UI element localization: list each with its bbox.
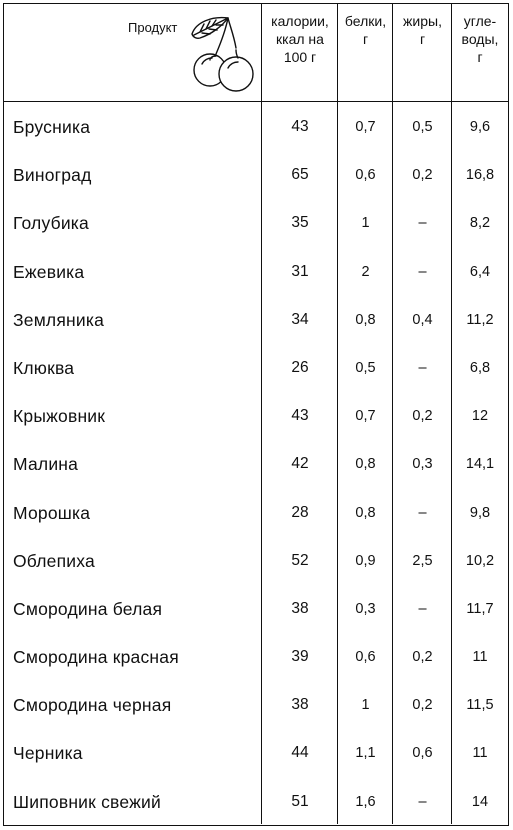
- table-body: [4, 102, 508, 825]
- calories-value: 26: [291, 358, 309, 376]
- protein-value: 0,7: [355, 119, 376, 135]
- protein-value: 2: [361, 263, 370, 280]
- calories-value: 65: [291, 166, 309, 184]
- table-row: [4, 536, 508, 584]
- table-row: [4, 584, 508, 632]
- calories-value: 43: [291, 118, 309, 135]
- calories-value: 38: [291, 696, 309, 714]
- table-row: [4, 728, 508, 776]
- table-row: [4, 343, 508, 391]
- calories-value: 35: [291, 214, 309, 232]
- protein-value: 0,8: [355, 504, 376, 521]
- table-row: [4, 632, 508, 680]
- protein-value: 1,1: [355, 745, 376, 762]
- fat-value: 0,2: [412, 649, 433, 666]
- product-name: Смородина черная: [13, 695, 172, 716]
- table-row: [4, 295, 508, 343]
- protein-value: 0,3: [355, 600, 376, 617]
- product-name: Черника: [13, 743, 83, 764]
- header-carbs-line3: г: [477, 49, 483, 65]
- product-name: Крыжовник: [13, 406, 106, 427]
- nutrition-table: [3, 3, 509, 826]
- calories-value: 42: [291, 455, 309, 473]
- fat-value: –: [418, 504, 427, 521]
- header-fat-line2: г: [419, 31, 426, 47]
- header-fat-line1: жиры,: [403, 13, 442, 29]
- calories-value: 39: [291, 648, 309, 666]
- protein-value: 0,7: [355, 408, 376, 425]
- product-name: Голубика: [13, 213, 89, 234]
- fat-value: 0,5: [412, 119, 433, 135]
- carbs-value: 6,4: [469, 263, 491, 280]
- header-carbs-line2: воды,: [461, 31, 499, 47]
- product-name: Малина: [13, 454, 79, 475]
- fat-value: –: [418, 263, 427, 280]
- product-name: Брусника: [13, 117, 91, 137]
- protein-value: 0,9: [355, 552, 376, 569]
- header-protein-line1: белки,: [344, 13, 387, 29]
- product-name: Морошка: [13, 502, 91, 523]
- fat-value: –: [418, 215, 427, 232]
- carbs-value: 11,2: [466, 311, 494, 328]
- protein-value: 0,8: [355, 456, 376, 473]
- calories-value: 34: [291, 310, 309, 328]
- product-name: Смородина красная: [13, 647, 179, 668]
- table-row: [4, 150, 508, 198]
- protein-value: 0,5: [355, 359, 376, 376]
- product-name: Шиповник свежий: [13, 791, 161, 812]
- header-calories: [262, 4, 338, 102]
- fat-value: 2,5: [412, 552, 433, 569]
- table-row: [4, 777, 508, 825]
- protein-value: 1,6: [355, 793, 376, 810]
- protein-value: 1: [361, 215, 370, 232]
- calories-value: 43: [291, 407, 309, 425]
- protein-value: 0,6: [355, 167, 376, 184]
- carbs-value: 6,8: [469, 359, 491, 376]
- header-fat: [393, 4, 452, 102]
- header-carbs-line1: угле-: [463, 13, 497, 29]
- table-row: [4, 198, 508, 246]
- calories-value: 52: [291, 551, 309, 569]
- fat-value: 0,2: [412, 697, 433, 714]
- calories-value: 51: [291, 792, 309, 810]
- fat-value: 0,2: [412, 408, 433, 425]
- fat-value: –: [418, 793, 427, 810]
- header-protein-line2: г: [362, 31, 369, 47]
- fat-value: 0,2: [412, 167, 433, 184]
- fat-value: 0,3: [412, 456, 433, 473]
- fat-value: 0,4: [412, 311, 433, 328]
- carbs-value: 8,2: [469, 215, 491, 232]
- cherry-icon: [182, 12, 260, 98]
- fat-value: –: [418, 600, 427, 617]
- table-row: [4, 488, 508, 536]
- product-name: Смородина белая: [13, 598, 163, 619]
- carbs-value: 11: [472, 649, 488, 666]
- header-carbs: [452, 4, 508, 102]
- table-row: [4, 391, 508, 439]
- carbs-value: 16,8: [465, 167, 495, 184]
- calories-value: 44: [291, 744, 309, 762]
- carbs-value: 14,1: [465, 456, 495, 473]
- calories-value: 31: [291, 262, 309, 280]
- product-name: Облепиха: [13, 550, 95, 571]
- carbs-value: 10,2: [465, 552, 495, 569]
- header-calories-line3: 100 г: [283, 49, 317, 65]
- protein-value: 0,6: [355, 649, 376, 666]
- header-calories-line2: ккал на: [276, 31, 324, 47]
- carbs-value: 12: [471, 408, 489, 425]
- table-row: [4, 102, 508, 150]
- header-protein: [338, 4, 393, 102]
- protein-value: 1: [361, 697, 370, 714]
- carbs-value: 11,7: [466, 600, 494, 617]
- calories-value: 38: [291, 599, 309, 617]
- protein-value: 0,8: [355, 311, 376, 328]
- product-name: Земляника: [13, 309, 105, 330]
- carbs-value: 11,5: [466, 697, 494, 714]
- carbs-value: 11: [472, 745, 488, 762]
- table-row: [4, 680, 508, 728]
- product-name: Виноград: [13, 165, 92, 186]
- table-row: [4, 247, 508, 295]
- carbs-value: 9,6: [469, 119, 491, 135]
- product-name: Клюква: [13, 357, 75, 378]
- carbs-value: 14: [471, 793, 489, 810]
- table-row: [4, 439, 508, 487]
- header-product: Продукт: [128, 20, 178, 35]
- calories-value: 28: [291, 503, 309, 521]
- carbs-value: 9,8: [469, 504, 491, 521]
- product-name: Ежевика: [13, 261, 85, 282]
- header-calories-line1: калории,: [271, 13, 329, 29]
- fat-value: 0,6: [412, 745, 433, 762]
- table-header: [4, 4, 508, 102]
- fat-value: –: [418, 359, 427, 376]
